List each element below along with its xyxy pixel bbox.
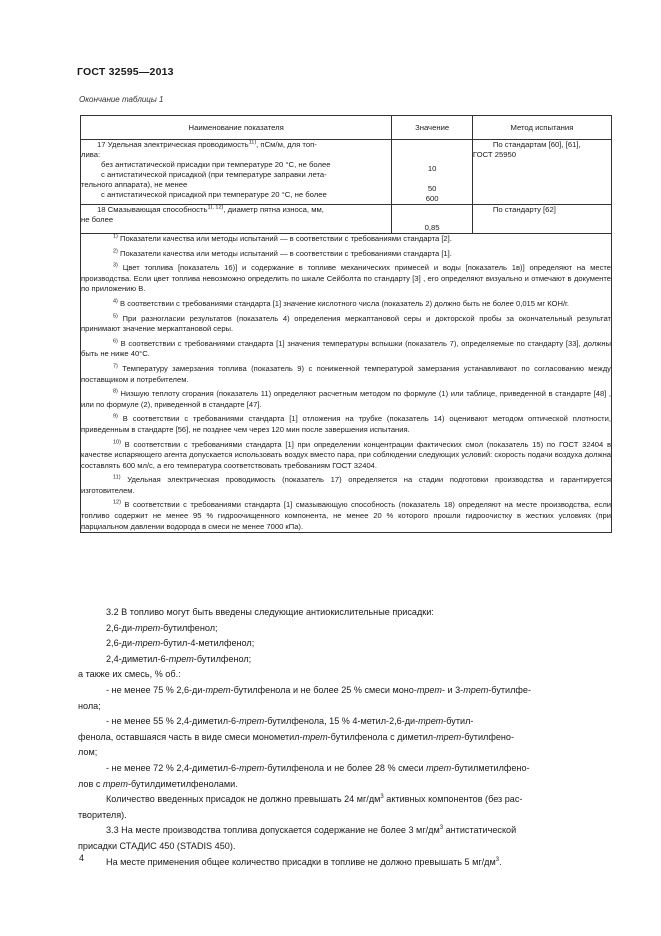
method-line-2: ГОСТ 25950 xyxy=(472,150,517,159)
method-cell xyxy=(472,205,611,234)
value-1: 0,85 xyxy=(424,223,440,232)
mixture-item-2-cont: лом; xyxy=(78,747,98,758)
table-row-18 xyxy=(81,205,612,234)
mixture-item-1-cont: нола; xyxy=(78,700,101,711)
method-cell xyxy=(472,140,611,205)
indicator-lead: 18 Смазывающая способность$^{1), 12)}$, диаметр пятна износа, мм, xyxy=(97,204,324,214)
mixture-item-1: - не менее 75 % 2,6-ди-трет-бутилфенола и не более 25 % смеси моно-трет- и 3-трет-бутилфе- xyxy=(106,684,531,695)
footnote-10: $^{10)}$ В соответствии с требованиями стандарта [1] при определении концентрации фактических смол (показатель 15) по ГОСТ 32404 в качестве испаряющего агента допускается использовать воздух вместо пара, при соблюдении следующих условий: скорость подачи воздуха должна составлять 600 мл/с, а его температура соответствовать требованиям ГОСТ 32404. xyxy=(81,438,611,470)
method-line-1: По стандарту [62] xyxy=(492,205,556,214)
paragraph-3-3: 3.3 На месте производства топлива допускается содержание не более 3 $мг/дм^3$ антистатической xyxy=(106,825,517,836)
table-row-17 xyxy=(81,140,612,205)
additive-item-2: 2,6-ди-трет-бутил-4-метилфенол; xyxy=(106,638,255,649)
indicator-lead: 17 Удельная электрическая проводимость$^{11)}$, пСм/м, для топ- xyxy=(97,139,317,149)
column-header-indicator: Наименование показателя xyxy=(81,116,392,140)
footnote-6: $^{6)}$ В соответствии с требованиями стандарта [1] значения температуры вспышки (показатель 7), определяемые по стандарту [33], должны быть не ниже 40°С. xyxy=(81,338,611,359)
mixture-item-3: - не менее 72 % 2,4-диметил-6-трет-бутилфенола и не более 28 % смеси трет-бутилметилфено- xyxy=(106,762,530,773)
column-header-method: Метод испытания xyxy=(472,116,611,140)
indicator-line-4: с антистатической присадкой при температуре 20 °C, не более xyxy=(101,190,327,199)
table-caption: Окончание таблицы 1 xyxy=(79,95,164,104)
mixture-item-3-line-2: лов с трет-бутилдиметилфенолами. xyxy=(78,778,238,789)
indicator-line-3: тельного аппарата), не менее xyxy=(81,180,188,189)
footnote-12: $^{12)}$ В соответствии с требованиями стандарта [1] смазывающую способность (показатель 18) определяют на месте производства, если топливо содержит не менее 95 % гидроочищенного компонента, не менее 20 % которого прошли гидроочистку в жестких условиях (при парциальном давлении водорода в смеси не менее 7000 кПа). xyxy=(81,499,611,531)
footnote-1: $^{1)}$ Показатели качества или методы испытаний — в соответствии с требованиями стандарта [2]. xyxy=(113,233,452,243)
document-title: ГОСТ 32595—2013 xyxy=(77,66,174,78)
indicator-cell xyxy=(81,205,392,234)
mixture-item-2-line-2: фенола, оставшаяся часть в виде смеси монометил-трет-бутилфенола с диметил-трет-бутилфено- xyxy=(78,731,515,742)
table-notes-row xyxy=(81,234,612,533)
indicator-line-2: с антистатической присадкой (при температуре заправки лета- xyxy=(101,170,327,179)
table-header-row xyxy=(81,116,612,140)
value-cell xyxy=(392,205,472,234)
value-cell xyxy=(392,140,472,205)
value-3: 600 xyxy=(425,194,439,203)
footnotes-cell xyxy=(81,234,612,533)
value-2: 50 xyxy=(427,184,437,193)
column-header-value: Значение xyxy=(392,116,472,140)
page-number: 4 xyxy=(79,853,85,863)
indicator-cell xyxy=(81,140,392,205)
additive-item-1: 2,6-ди-трет-бутилфенол; xyxy=(106,622,218,633)
footnote-9: $^{9)}$ В соответствии с требованиями стандарта [1] отложения на трубке (показатель 14) оценивают методом оптической плотности, приведенным в стандарте [56], не позднее чем через 120 мин после завершения испытания. xyxy=(81,413,611,434)
additive-quantity-cont: творителя). xyxy=(78,809,127,820)
paragraph-3-3-cont: присадки СТАДИС 450 (STADIS 450). xyxy=(78,840,236,851)
usage-limit: На месте применения общее количество присадки в топливе не должно превышать 5 $мг/дм^3$. xyxy=(106,856,502,867)
footnote-2: $^{2)}$ Показатели качества или методы испытаний — в соответствии с требованиями стандарта [1]. xyxy=(113,248,452,258)
value-1: 10 xyxy=(427,164,437,173)
paragraph-3-2: 3.2 В топливо могут быть введены следующие антиокислительные присадки: xyxy=(106,607,434,617)
footnote-5: $^{5)}$ При разногласии результатов (показатель 4) определения меркаптановой серы и докторской пробы за окончательный результат принимают значение меркаптановой серы. xyxy=(81,313,611,334)
indicator-lead-cont: не более xyxy=(81,215,114,224)
specification-table xyxy=(80,115,612,533)
indicator-lead-cont: лива: xyxy=(81,150,101,159)
additive-quantity: Количество введенных присадок не должно превышать 24 $мг/дм^3$ активных компонентов (без рас- xyxy=(106,794,523,805)
footnote-11: $^{11)}$ Удельная электрическая проводимость (показатель 17) определяется на стадии подготовки производства и гарантируется изготовителем. xyxy=(81,474,611,495)
additive-item-3: 2,4-диметил-6-трет-бутилфенол; xyxy=(106,653,252,664)
footnote-4: $^{4)}$ В соответствии с требованиями стандарта [1] значение кислотного числа (показатель 2) должно быть не более 0,015 мг КОН/г. xyxy=(113,298,570,308)
footnote-7: $^{7)}$ Температуру замерзания топлива (показатель 9) с пониженной температурой замерзания устанавливают по согласованию между поставщиком и потребителем. xyxy=(81,363,611,384)
mixture-item-2: - не менее 55 % 2,4-диметил-6-трет-бутилфенола, 15 % 4-метил-2,6-ди-трет-бутил- xyxy=(106,716,474,727)
indicator-line-1: без антистатической присадки при температуре 20 °C, не более xyxy=(101,160,331,169)
method-line-1: По стандартам [60], [61], xyxy=(492,140,581,149)
footnote-3: $^{3)}$ Цвет топлива [показатель 16)] и содержание в топливе механических примесей и воды [показатель 1в)] определяют на месте производства. Если цвет топлива невозможно определить по шкале Сейболта по стандарту [3] , его определяют визуально и отмечают в документе по приложению В. xyxy=(81,262,611,294)
mixture-intro: а также их смесь, % об.: xyxy=(78,669,181,680)
body-text xyxy=(78,605,612,870)
footnote-8: $^{8)}$ Низшую теплоту сгорания (показатель 11) определяют расчетным методом по формуле (1) или таблице, приведенной в стандарте [48] , или по формуле (2), приведенной в стандарте [47]. xyxy=(81,388,611,409)
